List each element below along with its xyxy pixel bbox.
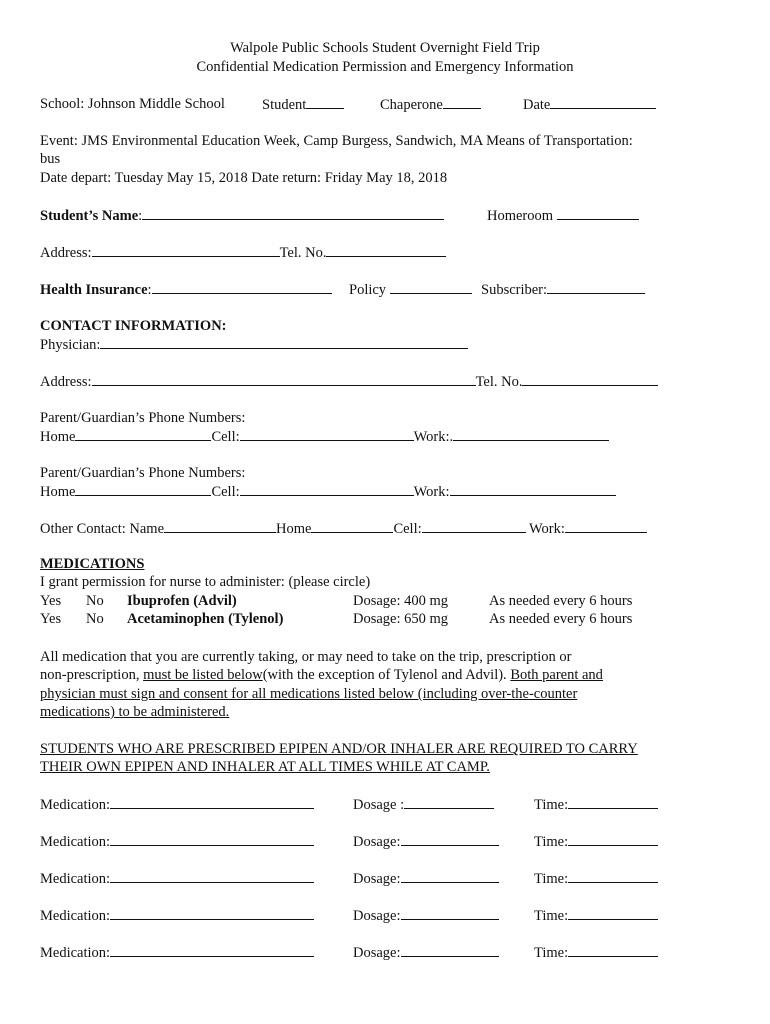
medication-note-line3: physician must sign and consent for all medications listed below (including over-the-counter (40, 686, 578, 702)
other-home-blank[interactable] (311, 519, 393, 533)
subscriber-label: Subscriber: (481, 282, 548, 298)
student-name-blank[interactable] (142, 206, 444, 220)
dosage-field[interactable] (353, 795, 494, 814)
time-label: Time: (534, 945, 569, 961)
chaperone-field[interactable] (380, 95, 481, 114)
guardian1-work-blank[interactable] (453, 427, 609, 441)
insurance-colon: : (147, 282, 152, 298)
dosage-label: Dosage: (353, 908, 401, 924)
dosage-blank[interactable] (401, 943, 499, 957)
yes-option-acetaminophen[interactable]: Yes (40, 611, 62, 627)
medication-label: Medication: (40, 871, 111, 887)
time-blank[interactable] (568, 832, 658, 846)
medication-label: Medication: (40, 797, 111, 813)
date-label: Date (523, 97, 551, 113)
drug-ibuprofen: Ibuprofen (Advil) (127, 593, 237, 609)
homeroom-blank[interactable] (557, 206, 639, 220)
dosage-label: Dosage: (353, 834, 401, 850)
physician-label: Physician: (40, 337, 101, 353)
time-field[interactable] (534, 795, 658, 814)
guardian2-cell-label: Cell: (211, 484, 240, 500)
form-title-line2: Confidential Medication Permission and Emergency Information (196, 59, 574, 75)
address-blank[interactable] (92, 243, 280, 257)
note-text-b: must be listed below (143, 667, 263, 683)
yes-option-ibuprofen[interactable]: Yes (40, 593, 62, 609)
medication-blank[interactable] (110, 943, 314, 957)
medication-note-line4: medications) to be administered. (40, 704, 230, 720)
other-cell-blank[interactable] (422, 519, 526, 533)
time-blank[interactable] (568, 906, 658, 920)
medication-note-line2 (40, 666, 603, 684)
time-label: Time: (534, 908, 569, 924)
dosage-ibuprofen: Dosage: 400 mg (353, 593, 449, 609)
time-label: Time: (534, 797, 569, 813)
physician-field[interactable] (40, 335, 468, 354)
drug-acetaminophen: Acetaminophen (Tylenol) (127, 611, 284, 627)
insurance-field[interactable] (40, 280, 332, 299)
dosage-field[interactable] (353, 943, 499, 962)
dosage-label: Dosage: (353, 945, 401, 961)
student-name-label: Student’s Name (40, 208, 139, 224)
note-text-c: (with the exception of Tylenol and Advil). (262, 667, 511, 683)
policy-field[interactable] (349, 280, 472, 299)
policy-blank[interactable] (390, 280, 472, 294)
physician-address-blank[interactable] (92, 372, 476, 386)
dosage-label: Dosage: (353, 871, 401, 887)
frequency-ibuprofen: As needed every 6 hours (489, 593, 633, 609)
guardian1-cell-blank[interactable] (240, 427, 414, 441)
other-work-label: Work: (529, 521, 565, 537)
medication-field[interactable] (40, 795, 314, 814)
guardian2-phones[interactable] (40, 482, 616, 501)
medications-heading: MEDICATIONS (40, 556, 145, 572)
chaperone-label: Chaperone (380, 97, 443, 113)
guardian2-cell-blank[interactable] (240, 482, 414, 496)
insurance-label: Health Insurance (40, 282, 148, 298)
student-field[interactable] (262, 95, 344, 114)
medication-blank[interactable] (110, 795, 314, 809)
dosage-blank[interactable] (401, 906, 499, 920)
guardian2-heading: Parent/Guardian’s Phone Numbers: (40, 465, 246, 481)
medication-field[interactable] (40, 906, 314, 925)
time-blank[interactable] (568, 869, 658, 883)
physician-tel-blank[interactable] (522, 372, 658, 386)
event-line2: bus (40, 151, 61, 167)
time-label: Time: (534, 834, 569, 850)
no-option-acetaminophen[interactable]: No (86, 611, 104, 627)
physician-address-label: Address: (40, 374, 92, 390)
other-cell-label: Cell: (393, 521, 422, 537)
time-field[interactable] (534, 906, 658, 925)
note-text-a: non-prescription, (40, 667, 144, 683)
event-line1: Event: JMS Environmental Education Week, Camp Burgess, Sandwich, MA Means of Transportation: (40, 133, 633, 149)
school-name: School: Johnson Middle School (40, 96, 225, 112)
homeroom-label: Homeroom (487, 208, 554, 224)
other-contact-row[interactable] (40, 519, 647, 538)
address-label: Address: (40, 245, 92, 261)
guardian1-phones[interactable] (40, 427, 609, 446)
time-field[interactable] (534, 943, 658, 962)
epipen-notice-line1: STUDENTS WHO ARE PRESCRIBED EPIPEN AND/OR INHALER ARE REQUIRED TO CARRY (40, 741, 638, 757)
epipen-notice-line2: THEIR OWN EPIPEN AND INHALER AT ALL TIMES WHILE AT CAMP. (40, 759, 490, 775)
time-field[interactable] (534, 832, 658, 851)
medication-label: Medication: (40, 945, 111, 961)
time-label: Time: (534, 871, 569, 887)
tel-label: Tel. No. (279, 245, 327, 261)
medication-field[interactable] (40, 943, 314, 962)
homeroom-field[interactable] (487, 206, 639, 225)
medication-note-line1: All medication that you are currently taking, or may need to take on the trip, prescription or (40, 649, 572, 665)
dosage-blank[interactable] (404, 795, 494, 809)
physician-tel-label: Tel. No. (475, 374, 523, 390)
physician-blank[interactable] (100, 335, 468, 349)
medication-field[interactable] (40, 832, 314, 851)
guardian2-work-blank[interactable] (450, 482, 616, 496)
dosage-acetaminophen: Dosage: 650 mg (353, 611, 449, 627)
student-name-colon: : (138, 208, 143, 224)
time-blank[interactable] (568, 795, 658, 809)
guardian2-home-blank[interactable] (75, 482, 211, 496)
dosage-blank[interactable] (401, 832, 499, 846)
guardian2-work-label: Work: (413, 484, 450, 500)
medication-field[interactable] (40, 869, 314, 888)
policy-label: Policy (349, 282, 387, 298)
guardian2-home-label: Home (40, 484, 76, 500)
dosage-label: Dosage : (353, 797, 405, 813)
form-title-line1: Walpole Public Schools Student Overnight Field Trip (230, 40, 540, 56)
guardian1-home-blank[interactable] (75, 427, 211, 441)
other-work-blank[interactable] (565, 519, 647, 533)
event-dates: Date depart: Tuesday May 15, 2018 Date return: Friday May 18, 2018 (40, 170, 448, 186)
other-home-label: Home (276, 521, 312, 537)
physician-address-field[interactable] (40, 372, 658, 391)
medication-label: Medication: (40, 908, 111, 924)
guardian1-home-label: Home (40, 429, 76, 445)
note-text-d: Both parent and (510, 667, 603, 683)
student-name-field[interactable] (40, 206, 444, 225)
guardian1-cell-label: Cell: (211, 429, 240, 445)
time-blank[interactable] (568, 943, 658, 957)
date-blank[interactable] (550, 95, 656, 109)
contact-heading: CONTACT INFORMATION: (40, 318, 227, 334)
medication-blank[interactable] (110, 832, 314, 846)
medication-blank[interactable] (110, 869, 314, 883)
student-address-field[interactable] (40, 243, 446, 262)
student-blank[interactable] (306, 95, 344, 109)
dosage-field[interactable] (353, 869, 499, 888)
tel-blank[interactable] (326, 243, 446, 257)
no-option-ibuprofen[interactable]: No (86, 593, 104, 609)
chaperone-blank[interactable] (443, 95, 481, 109)
permission-text: I grant permission for nurse to administer: (please circle) (40, 574, 371, 590)
medication-blank[interactable] (110, 906, 314, 920)
student-label: Student (262, 97, 307, 113)
other-name-label: Other Contact: Name (40, 521, 165, 537)
dosage-field[interactable] (353, 906, 499, 925)
subscriber-blank[interactable] (547, 280, 645, 294)
subscriber-field[interactable] (481, 280, 645, 299)
time-field[interactable] (534, 869, 658, 888)
guardian1-heading: Parent/Guardian’s Phone Numbers: (40, 410, 246, 426)
dosage-field[interactable] (353, 832, 499, 851)
medication-label: Medication: (40, 834, 111, 850)
insurance-blank[interactable] (152, 280, 332, 294)
guardian1-work-label: Work:. (413, 429, 454, 445)
date-field[interactable] (523, 95, 656, 114)
frequency-acetaminophen: As needed every 6 hours (489, 611, 633, 627)
dosage-blank[interactable] (401, 869, 499, 883)
other-name-blank[interactable] (164, 519, 276, 533)
